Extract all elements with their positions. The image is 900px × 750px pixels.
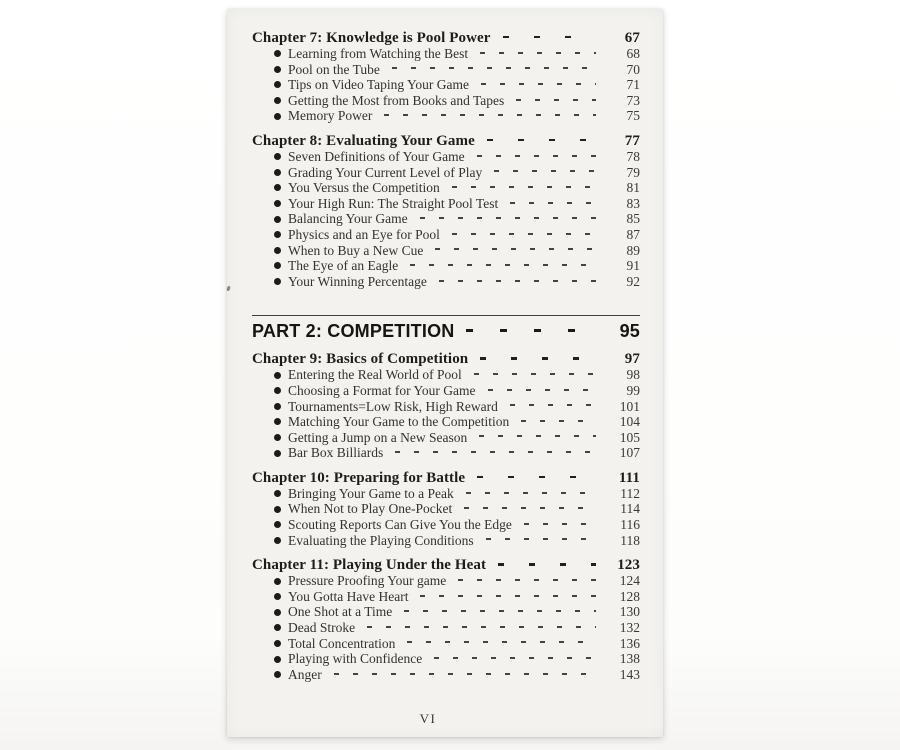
dash-leader bbox=[420, 595, 596, 597]
toc-entry-row bbox=[274, 399, 640, 415]
toc-entry-row bbox=[274, 93, 640, 109]
toc-entry-row bbox=[274, 651, 640, 667]
entry-page-number: 79 bbox=[626, 164, 640, 180]
entry-page-number: 70 bbox=[626, 61, 640, 77]
part-title: PART 2: COMPETITION bbox=[252, 321, 455, 342]
dash-leader bbox=[510, 202, 596, 204]
dash-leader bbox=[494, 170, 596, 172]
dash-leader bbox=[466, 329, 594, 332]
entry-page-number: 81 bbox=[626, 180, 640, 196]
bullet-icon bbox=[274, 434, 281, 441]
toc-entry-row bbox=[274, 414, 640, 430]
bullet-icon bbox=[274, 640, 281, 647]
entry-page-number: 136 bbox=[619, 635, 640, 651]
toc-entry-row bbox=[274, 501, 640, 517]
bullet-icon bbox=[274, 521, 281, 528]
bullet-icon bbox=[274, 278, 281, 285]
part-heading-row bbox=[252, 321, 640, 342]
chapter-heading-row bbox=[252, 30, 640, 46]
entry-title: Grading Your Current Level of Play bbox=[288, 164, 483, 180]
part-divider-rule bbox=[252, 315, 640, 316]
toc-part-section bbox=[252, 315, 640, 342]
entry-title: Your High Run: The Straight Pool Test bbox=[288, 195, 499, 211]
dash-leader bbox=[384, 114, 596, 116]
toc-chapter-section bbox=[252, 470, 640, 548]
entry-page-number: 112 bbox=[620, 485, 640, 501]
bullet-icon bbox=[274, 50, 281, 57]
bullet-icon bbox=[274, 169, 281, 176]
chapter-heading-row bbox=[252, 557, 640, 573]
chapter-page-number: 77 bbox=[624, 132, 640, 149]
toc-entry-row bbox=[274, 533, 640, 549]
toc-entry-row bbox=[274, 180, 640, 196]
chapter-heading-row bbox=[252, 470, 640, 486]
dash-leader bbox=[510, 404, 596, 406]
dash-leader bbox=[392, 67, 596, 69]
dash-leader bbox=[521, 420, 596, 422]
entry-title: Pool on the Tube bbox=[288, 61, 380, 77]
part-page-number: 95 bbox=[619, 321, 640, 342]
entry-page-number: 132 bbox=[619, 620, 640, 636]
bullet-icon bbox=[274, 418, 281, 425]
entry-page-number: 105 bbox=[619, 429, 640, 445]
entry-page-number: 98 bbox=[626, 367, 640, 383]
bullet-icon bbox=[274, 578, 281, 585]
toc-chapter-section bbox=[252, 351, 640, 461]
bullet-icon bbox=[274, 184, 281, 191]
entry-page-number: 118 bbox=[620, 532, 640, 548]
toc-entry-row bbox=[274, 573, 640, 589]
dash-leader bbox=[334, 673, 596, 675]
toc-entry-row bbox=[274, 77, 640, 93]
bullet-icon bbox=[274, 200, 281, 207]
toc-entry-row bbox=[274, 196, 640, 212]
dash-leader bbox=[474, 373, 596, 375]
entry-title: Memory Power bbox=[288, 108, 373, 124]
bullet-icon bbox=[274, 372, 281, 379]
entry-page-number: 71 bbox=[626, 77, 640, 93]
entry-page-number: 101 bbox=[619, 398, 640, 414]
dash-leader bbox=[488, 389, 597, 391]
dash-leader bbox=[404, 610, 596, 612]
entry-title: One Shot at a Time bbox=[288, 604, 393, 620]
page-number-footer: VI bbox=[419, 711, 437, 727]
entry-title: Total Concentration bbox=[288, 635, 396, 651]
chapter-heading-row bbox=[252, 133, 640, 149]
bullet-icon bbox=[274, 97, 281, 104]
toc-entry-row bbox=[274, 589, 640, 605]
entry-title: Matching Your Game to the Competition bbox=[288, 414, 510, 430]
dash-leader bbox=[503, 36, 596, 39]
entry-title: Evaluating the Playing Conditions bbox=[288, 532, 474, 548]
toc-chapter-section bbox=[252, 557, 640, 682]
toc-entry-row bbox=[274, 604, 640, 620]
chapter-title: Chapter 10: Preparing for Battle bbox=[252, 469, 466, 486]
toc-entry-row bbox=[274, 62, 640, 78]
toc-entry-row bbox=[274, 108, 640, 124]
entry-title: Tips on Video Taping Your Game bbox=[288, 77, 470, 93]
toc-entry-row bbox=[274, 149, 640, 165]
dash-leader bbox=[452, 233, 596, 235]
entry-title: Getting the Most from Books and Tapes bbox=[288, 92, 505, 108]
bullet-icon bbox=[274, 387, 281, 394]
dash-leader bbox=[479, 435, 596, 437]
dash-leader bbox=[434, 657, 596, 659]
entry-page-number: 91 bbox=[626, 258, 640, 274]
entry-page-number: 75 bbox=[626, 108, 640, 124]
toc-chapter-section bbox=[252, 30, 640, 124]
entry-page-number: 92 bbox=[626, 273, 640, 289]
bullet-icon bbox=[274, 231, 281, 238]
chapter-title: Chapter 8: Evaluating Your Game bbox=[252, 132, 475, 149]
bullet-icon bbox=[274, 593, 281, 600]
dash-leader bbox=[410, 264, 596, 266]
entry-page-number: 138 bbox=[619, 651, 640, 667]
dash-leader bbox=[466, 492, 596, 494]
bullet-icon bbox=[274, 656, 281, 663]
entry-title: When to Buy a New Cue bbox=[288, 242, 424, 258]
bullet-icon bbox=[274, 113, 281, 120]
dash-leader bbox=[498, 563, 596, 566]
toc-entry-row bbox=[274, 445, 640, 461]
entry-title: Seven Definitions of Your Game bbox=[288, 148, 465, 164]
toc-entry-row bbox=[274, 620, 640, 636]
book-page bbox=[227, 9, 663, 737]
entry-page-number: 68 bbox=[626, 46, 640, 61]
bullet-icon bbox=[274, 624, 281, 631]
entry-page-number: 128 bbox=[619, 588, 640, 604]
entry-title: You Versus the Competition bbox=[288, 180, 440, 196]
dash-leader bbox=[486, 538, 596, 540]
bullet-icon bbox=[274, 81, 281, 88]
entry-title: When Not to Play One-Pocket bbox=[288, 501, 453, 517]
dash-leader bbox=[477, 155, 596, 157]
chapter-title: Chapter 9: Basics of Competition bbox=[252, 351, 469, 368]
entry-page-number: 73 bbox=[626, 92, 640, 108]
dash-leader bbox=[367, 626, 596, 628]
entry-title: Dead Stroke bbox=[288, 620, 356, 636]
chapter-title: Chapter 7: Knowledge is Pool Power bbox=[252, 30, 491, 46]
entry-title: Getting a Jump on a New Season bbox=[288, 429, 468, 445]
entry-title: Choosing a Format for Your Game bbox=[288, 382, 476, 398]
entry-title: Pressure Proofing Your game bbox=[288, 573, 447, 589]
entry-title: Balancing Your Game bbox=[288, 211, 408, 227]
entry-title: Bar Box Billiards bbox=[288, 445, 384, 461]
bullet-icon bbox=[274, 247, 281, 254]
entry-title: Learning from Watching the Best bbox=[288, 46, 469, 61]
dash-leader bbox=[516, 99, 596, 101]
dash-leader bbox=[480, 357, 596, 360]
table-of-contents bbox=[252, 30, 640, 682]
toc-entry-row bbox=[274, 367, 640, 383]
chapter-page-number: 97 bbox=[624, 351, 640, 368]
entry-page-number: 130 bbox=[619, 604, 640, 620]
bullet-icon bbox=[274, 262, 281, 269]
dash-leader bbox=[487, 139, 596, 142]
toc-entry-row bbox=[274, 667, 640, 683]
dash-leader bbox=[481, 83, 596, 85]
toc-entry-row bbox=[274, 46, 640, 62]
dash-leader bbox=[458, 579, 596, 581]
dash-leader bbox=[420, 217, 596, 219]
dash-leader bbox=[480, 52, 596, 54]
dash-leader bbox=[435, 248, 596, 250]
entry-page-number: 104 bbox=[619, 414, 640, 430]
bullet-icon bbox=[274, 490, 281, 497]
bullet-icon bbox=[274, 153, 281, 160]
entry-page-number: 114 bbox=[620, 501, 640, 517]
entry-page-number: 85 bbox=[626, 211, 640, 227]
dash-leader bbox=[524, 523, 596, 525]
entry-title: Your Winning Percentage bbox=[288, 273, 427, 289]
toc-entry-row bbox=[274, 383, 640, 399]
bullet-icon bbox=[274, 506, 281, 513]
toc-entry-row bbox=[274, 227, 640, 243]
entry-title: Tournaments=Low Risk, High Reward bbox=[288, 398, 498, 414]
dash-leader bbox=[395, 451, 596, 453]
chapter-page-number: 123 bbox=[617, 557, 640, 574]
bullet-icon bbox=[274, 537, 281, 544]
toc-entry-row bbox=[274, 165, 640, 181]
entry-page-number: 124 bbox=[619, 573, 640, 589]
bullet-icon bbox=[274, 216, 281, 223]
entry-title: Bringing Your Game to a Peak bbox=[288, 485, 454, 501]
chapter-page-number: 111 bbox=[618, 469, 640, 486]
entry-title: Playing with Confidence bbox=[288, 651, 423, 667]
entry-page-number: 78 bbox=[626, 148, 640, 164]
entry-page-number: 143 bbox=[619, 666, 640, 682]
toc-entry-row bbox=[274, 430, 640, 446]
toc-entry-row bbox=[274, 517, 640, 533]
chapter-page-number: 67 bbox=[624, 30, 640, 46]
entry-page-number: 116 bbox=[620, 517, 640, 533]
entry-title: Physics and an Eye for Pool bbox=[288, 226, 440, 242]
entry-page-number: 89 bbox=[626, 242, 640, 258]
toc-entry-row bbox=[274, 486, 640, 502]
dash-leader bbox=[407, 641, 596, 643]
entry-title: You Gotta Have Heart bbox=[288, 588, 409, 604]
entry-page-number: 83 bbox=[626, 195, 640, 211]
chapter-title: Chapter 11: Playing Under the Heat bbox=[252, 557, 487, 574]
dash-leader bbox=[464, 507, 596, 509]
entry-page-number: 99 bbox=[626, 382, 640, 398]
entry-title: The Eye of an Eagle bbox=[288, 258, 399, 274]
toc-entry-row bbox=[274, 274, 640, 290]
dash-leader bbox=[477, 476, 596, 479]
bullet-icon bbox=[274, 450, 281, 457]
bullet-icon bbox=[274, 609, 281, 616]
entry-title: Anger bbox=[288, 666, 322, 682]
dash-leader bbox=[452, 186, 596, 188]
bullet-icon bbox=[274, 403, 281, 410]
entry-title: Scouting Reports Can Give You the Edge bbox=[288, 517, 512, 533]
bullet-icon bbox=[274, 66, 281, 73]
toc-entry-row bbox=[274, 636, 640, 652]
toc-entry-row bbox=[274, 243, 640, 259]
toc-chapter-section bbox=[252, 133, 640, 289]
entry-page-number: 87 bbox=[626, 226, 640, 242]
entry-title: Entering the Real World of Pool bbox=[288, 367, 462, 383]
toc-entry-row bbox=[274, 258, 640, 274]
entry-page-number: 107 bbox=[619, 445, 640, 461]
bullet-icon bbox=[274, 671, 281, 678]
dash-leader bbox=[439, 280, 596, 282]
toc-entry-row bbox=[274, 211, 640, 227]
chapter-heading-row bbox=[252, 351, 640, 367]
